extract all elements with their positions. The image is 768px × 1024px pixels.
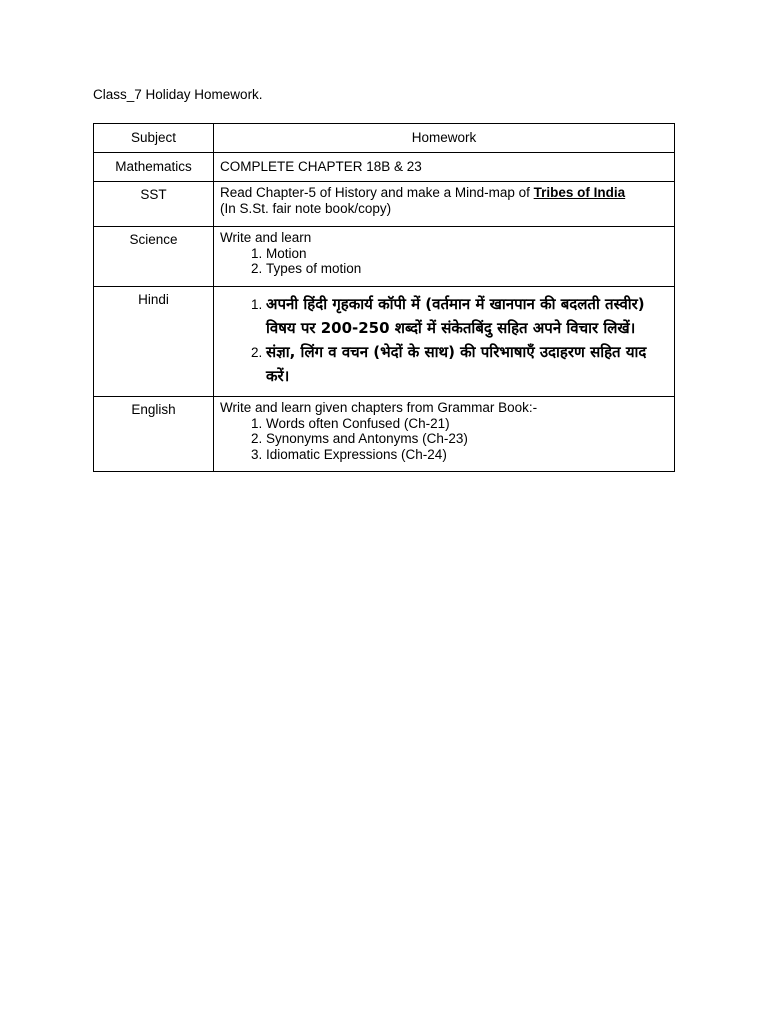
table-header-row: [94, 124, 675, 153]
list-item: 1. अपनी हिंदी गृहकार्य कॉपी में (वर्तमान में खानपान की बदलती तस्वीर) विषय पर 200-250 शब्दों में संकेतबिंदु सहित अपने विचार लिखें।: [266, 292, 668, 340]
list-item: 3. Idiomatic Expressions (Ch-24): [266, 447, 668, 463]
homework-text: COMPLETE CHAPTER 18B & 23: [220, 159, 422, 174]
page-title: Class_7 Holiday Homework.: [93, 87, 263, 102]
homework-intro: Write and learn given chapters from Grammar Book:-: [220, 400, 538, 415]
list-item: 1. Motion: [266, 246, 668, 262]
emphasized-topic: Tribes of India: [533, 185, 626, 200]
table-row-mathematics: [94, 153, 675, 182]
homework-cell: [214, 287, 675, 397]
list-item: 2. संज्ञा, लिंग व वचन (भेदों के साथ) की परिभाषाएँ उदाहरण सहित याद करें।: [266, 340, 668, 388]
homework-intro: Write and learn: [220, 230, 312, 245]
homework-list: [220, 292, 668, 388]
homework-text: Read Chapter-5 of History and make a Mind-map of: [220, 185, 534, 200]
subject-cell: Science: [94, 227, 214, 287]
homework-cell: [214, 182, 675, 227]
subject-cell: Hindi: [94, 287, 214, 397]
homework-cell: [214, 153, 675, 182]
table-row-science: [94, 227, 675, 287]
subject-cell: English: [94, 397, 214, 472]
subject-column-header: Subject: [94, 124, 214, 153]
list-item: 2. Synonyms and Antonyms (Ch-23): [266, 431, 668, 447]
subject-cell: SST: [94, 182, 214, 227]
list-item: 2. Types of motion: [266, 261, 668, 277]
table-row-sst: [94, 182, 675, 227]
list-item: 1. Words often Confused (Ch-21): [266, 416, 668, 432]
homework-note: (In S.St. fair note book/copy): [220, 200, 392, 216]
subject-cell: Mathematics: [94, 153, 214, 182]
table-row-hindi: [94, 287, 675, 397]
homework-column-header: Homework: [214, 124, 675, 153]
homework-cell: [214, 227, 675, 287]
homework-table: [93, 123, 675, 472]
homework-list: [220, 246, 668, 277]
homework-list: [220, 416, 668, 463]
homework-cell: [214, 397, 675, 472]
table-row-english: [94, 397, 675, 472]
